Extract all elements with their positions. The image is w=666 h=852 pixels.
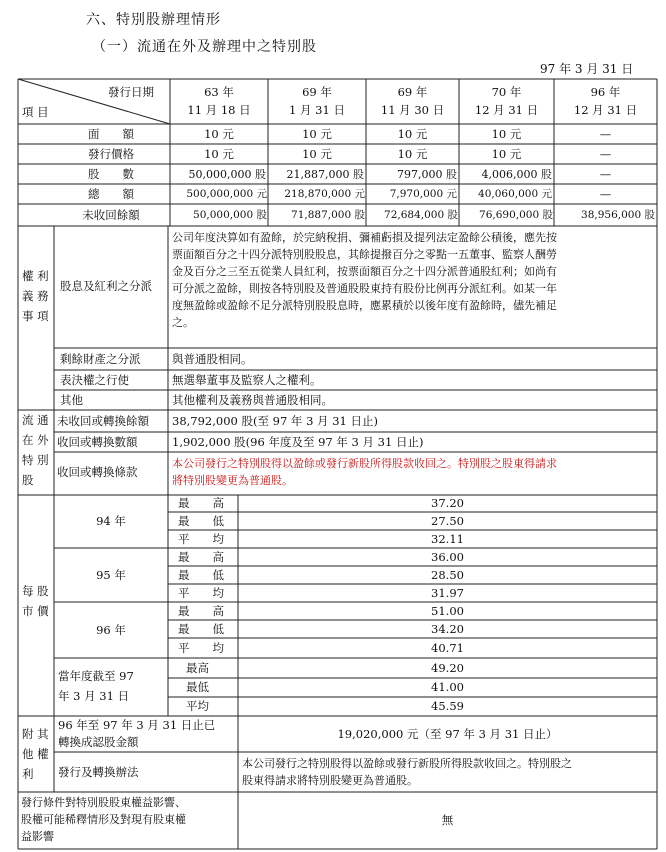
stat-value: 51.00 (431, 604, 464, 618)
table-cell: 72,684,000 股 (384, 209, 458, 221)
rights-group-label: 權 利 (22, 269, 49, 283)
period-label: 當年度截至 97 (58, 669, 134, 683)
row-label-par-value: 面 額 (88, 127, 134, 141)
stat-name: 最 高 (178, 604, 224, 618)
table-cell: 10 元 (302, 147, 332, 161)
column-year: 96 年 (590, 85, 621, 99)
as-of-date: 97 年 3 月 31 日 (540, 62, 634, 76)
table-cell: 10 元 (204, 147, 234, 161)
outstanding-group-label: 特 別 (22, 453, 49, 467)
table-cell: 71,887,000 股 (291, 209, 365, 221)
stat-name: 最 低 (178, 514, 224, 528)
table-cell: 21,887,000 股 (286, 168, 364, 181)
column-date: 1 月 31 日 (289, 103, 345, 117)
table-cell: 38,956,000 股 (581, 209, 655, 221)
converted-amount-value: 1,902,000 股(96 年度及至 97 年 3 月 31 日止) (172, 435, 424, 449)
stat-value: 31.97 (431, 586, 464, 600)
redemption-terms-label: 收回或轉換條款 (57, 465, 138, 479)
residual-value: 與普通股相同。 (172, 352, 253, 366)
stat-name: 最高 (186, 661, 209, 675)
column-year: 63 年 (204, 85, 234, 99)
other-rights-group-label: 附 其 (22, 727, 49, 741)
period-label: 94 年 (96, 514, 126, 528)
table-cell: 797,000 股 (397, 168, 457, 181)
voting-label: 表決權之行使 (60, 373, 129, 387)
unconverted-balance-label: 未收回或轉換餘額 (57, 414, 149, 428)
outstanding-group-label: 在 外 (22, 433, 49, 447)
stat-name: 平 均 (178, 532, 224, 546)
subsection-title: （一）流通在外及辦理中之特別股 (92, 39, 317, 55)
section-title: 六、特別股辦理情形 (86, 12, 221, 28)
converted-subscription-label: 轉換成認股金額 (58, 735, 139, 749)
impact-label: 發行條件對特別股股東權益影響、 股權可能稀釋情形及對現有股東權 益影響 (21, 796, 186, 843)
dividend-label: 股息及紅利之分派 (60, 279, 152, 293)
table-cell: 50,000,000 股 (193, 209, 267, 221)
table-cell: 10 元 (397, 147, 428, 161)
other-label: 其他 (60, 393, 83, 407)
rights-group-label: 義 務 (22, 289, 49, 303)
row-label-issue-price: 發行價格 (88, 147, 134, 161)
other-rights-group-label: 利 (22, 767, 34, 781)
period-label: 年 3 月 31 日 (58, 689, 130, 703)
stat-name: 平 均 (178, 641, 224, 655)
row-label-shares: 股 數 (88, 167, 134, 181)
stat-value: 37.20 (431, 496, 464, 510)
stat-name: 最 低 (178, 622, 224, 636)
stat-value: 36.00 (431, 550, 464, 564)
stat-value: 28.50 (431, 568, 464, 582)
table-cell: 10 元 (204, 127, 234, 141)
column-date: 12 月 31 日 (474, 103, 539, 117)
stat-value: 49.20 (431, 661, 464, 675)
stat-name: 最 低 (178, 568, 224, 582)
table-cell: 50,000,000 股 (188, 168, 266, 181)
stat-value: 45.59 (431, 699, 464, 713)
dividend-text: 公司年度決算如有盈餘，於完納稅捐、彌補虧損及提列法定盈餘公積後，應先按 票面額百分之十四分派特別股股息，其餘提撥百分之零點一五董事、監察人酬勞 金及百分之三至五從業人員紅利，按票面額百分之十四分派普通股紅利；如尚有 可分派之盈餘，則按各特別股及普通股股東持有股份比例再分派紅利。如某一年 度無盈餘或盈餘不足分派特別股股息時，應累積於以後年度有盈餘時，儘先補足 之。 (172, 231, 557, 329)
redemption-terms-text: 本公司發行之特別股得以盈餘或發行新股所得股款收回之。特別股之股東得請求 將特別股變更為普通股。 (172, 457, 557, 487)
period-label: 95 年 (96, 568, 126, 582)
stat-name: 最 高 (178, 550, 224, 564)
table-cell: 76,690,000 股 (479, 209, 553, 221)
converted-subscription-value: 19,020,000 元（至 97 年 3 月 31 日止） (337, 727, 558, 741)
corner-item-label: 項 目 (22, 105, 49, 119)
row-label-total-amount: 總 額 (88, 187, 134, 201)
table-cell: 40,060,000 元 (478, 188, 552, 200)
table-cell: 4,006,000 股 (481, 168, 552, 181)
row-label-unredeemed: 未收回餘額 (82, 208, 140, 222)
column-year: 69 年 (397, 85, 428, 99)
table-cell: 10 元 (397, 127, 428, 141)
column-date: 12 月 31 日 (573, 103, 638, 117)
corner-issue-date-label: 發行日期 (108, 85, 154, 99)
stat-name: 平均 (186, 699, 209, 713)
issue-conversion-method-text: 本公司發行之特別股得以盈餘或發行新股所得股款收回之。特別股之 股東得請求將特別股變更為普通股。 (242, 757, 572, 787)
column-date: 11 月 30 日 (380, 103, 445, 117)
table-cell: — (599, 187, 612, 201)
stat-value: 34.20 (431, 622, 464, 636)
issue-conversion-method-label: 發行及轉換辦法 (58, 765, 139, 779)
converted-amount-label: 收回或轉換數額 (57, 435, 138, 449)
stat-value: 27.50 (431, 514, 464, 528)
stat-value: 32.11 (431, 532, 464, 546)
voting-value: 無選舉董事及監察人之權利。 (172, 373, 322, 387)
table-cell: 7,970,000 元 (389, 188, 457, 200)
column-year: 70 年 (491, 85, 522, 99)
market-group-label: 每 股 (22, 584, 49, 598)
stat-name: 最 高 (178, 496, 224, 510)
outstanding-group-label: 股 (22, 473, 34, 487)
converted-subscription-label: 96 年至 97 年 3 月 31 日止已 (58, 718, 216, 732)
period-label: 96 年 (96, 623, 126, 637)
outstanding-group-label: 流 通 (22, 413, 49, 427)
stat-name: 平 均 (178, 586, 224, 600)
table-cell: 500,000,000 元 (186, 188, 267, 200)
table-cell: 10 元 (302, 127, 332, 141)
stat-value: 40.71 (431, 641, 464, 655)
other-value: 其他權利及義務與普通股相同。 (172, 393, 333, 407)
residual-label: 剩餘財產之分派 (60, 352, 141, 366)
impact-value: 無 (441, 813, 454, 827)
table-cell: 10 元 (491, 127, 522, 141)
column-year: 69 年 (302, 85, 332, 99)
stat-name: 最低 (186, 680, 209, 694)
stat-value: 41.00 (431, 680, 464, 694)
other-rights-group-label: 他 權 (22, 747, 49, 761)
table-cell: — (599, 167, 612, 181)
table-cell: — (599, 127, 612, 141)
table-cell: 218,870,000 元 (284, 188, 365, 200)
rights-group-label: 事 項 (22, 309, 49, 323)
column-date: 11 月 18 日 (187, 103, 251, 117)
table-cell: — (599, 147, 612, 161)
table-cell: 10 元 (491, 147, 522, 161)
unconverted-balance-value: 38,792,000 股(至 97 年 3 月 31 日止) (172, 414, 378, 428)
market-group-label: 市 價 (22, 604, 49, 618)
